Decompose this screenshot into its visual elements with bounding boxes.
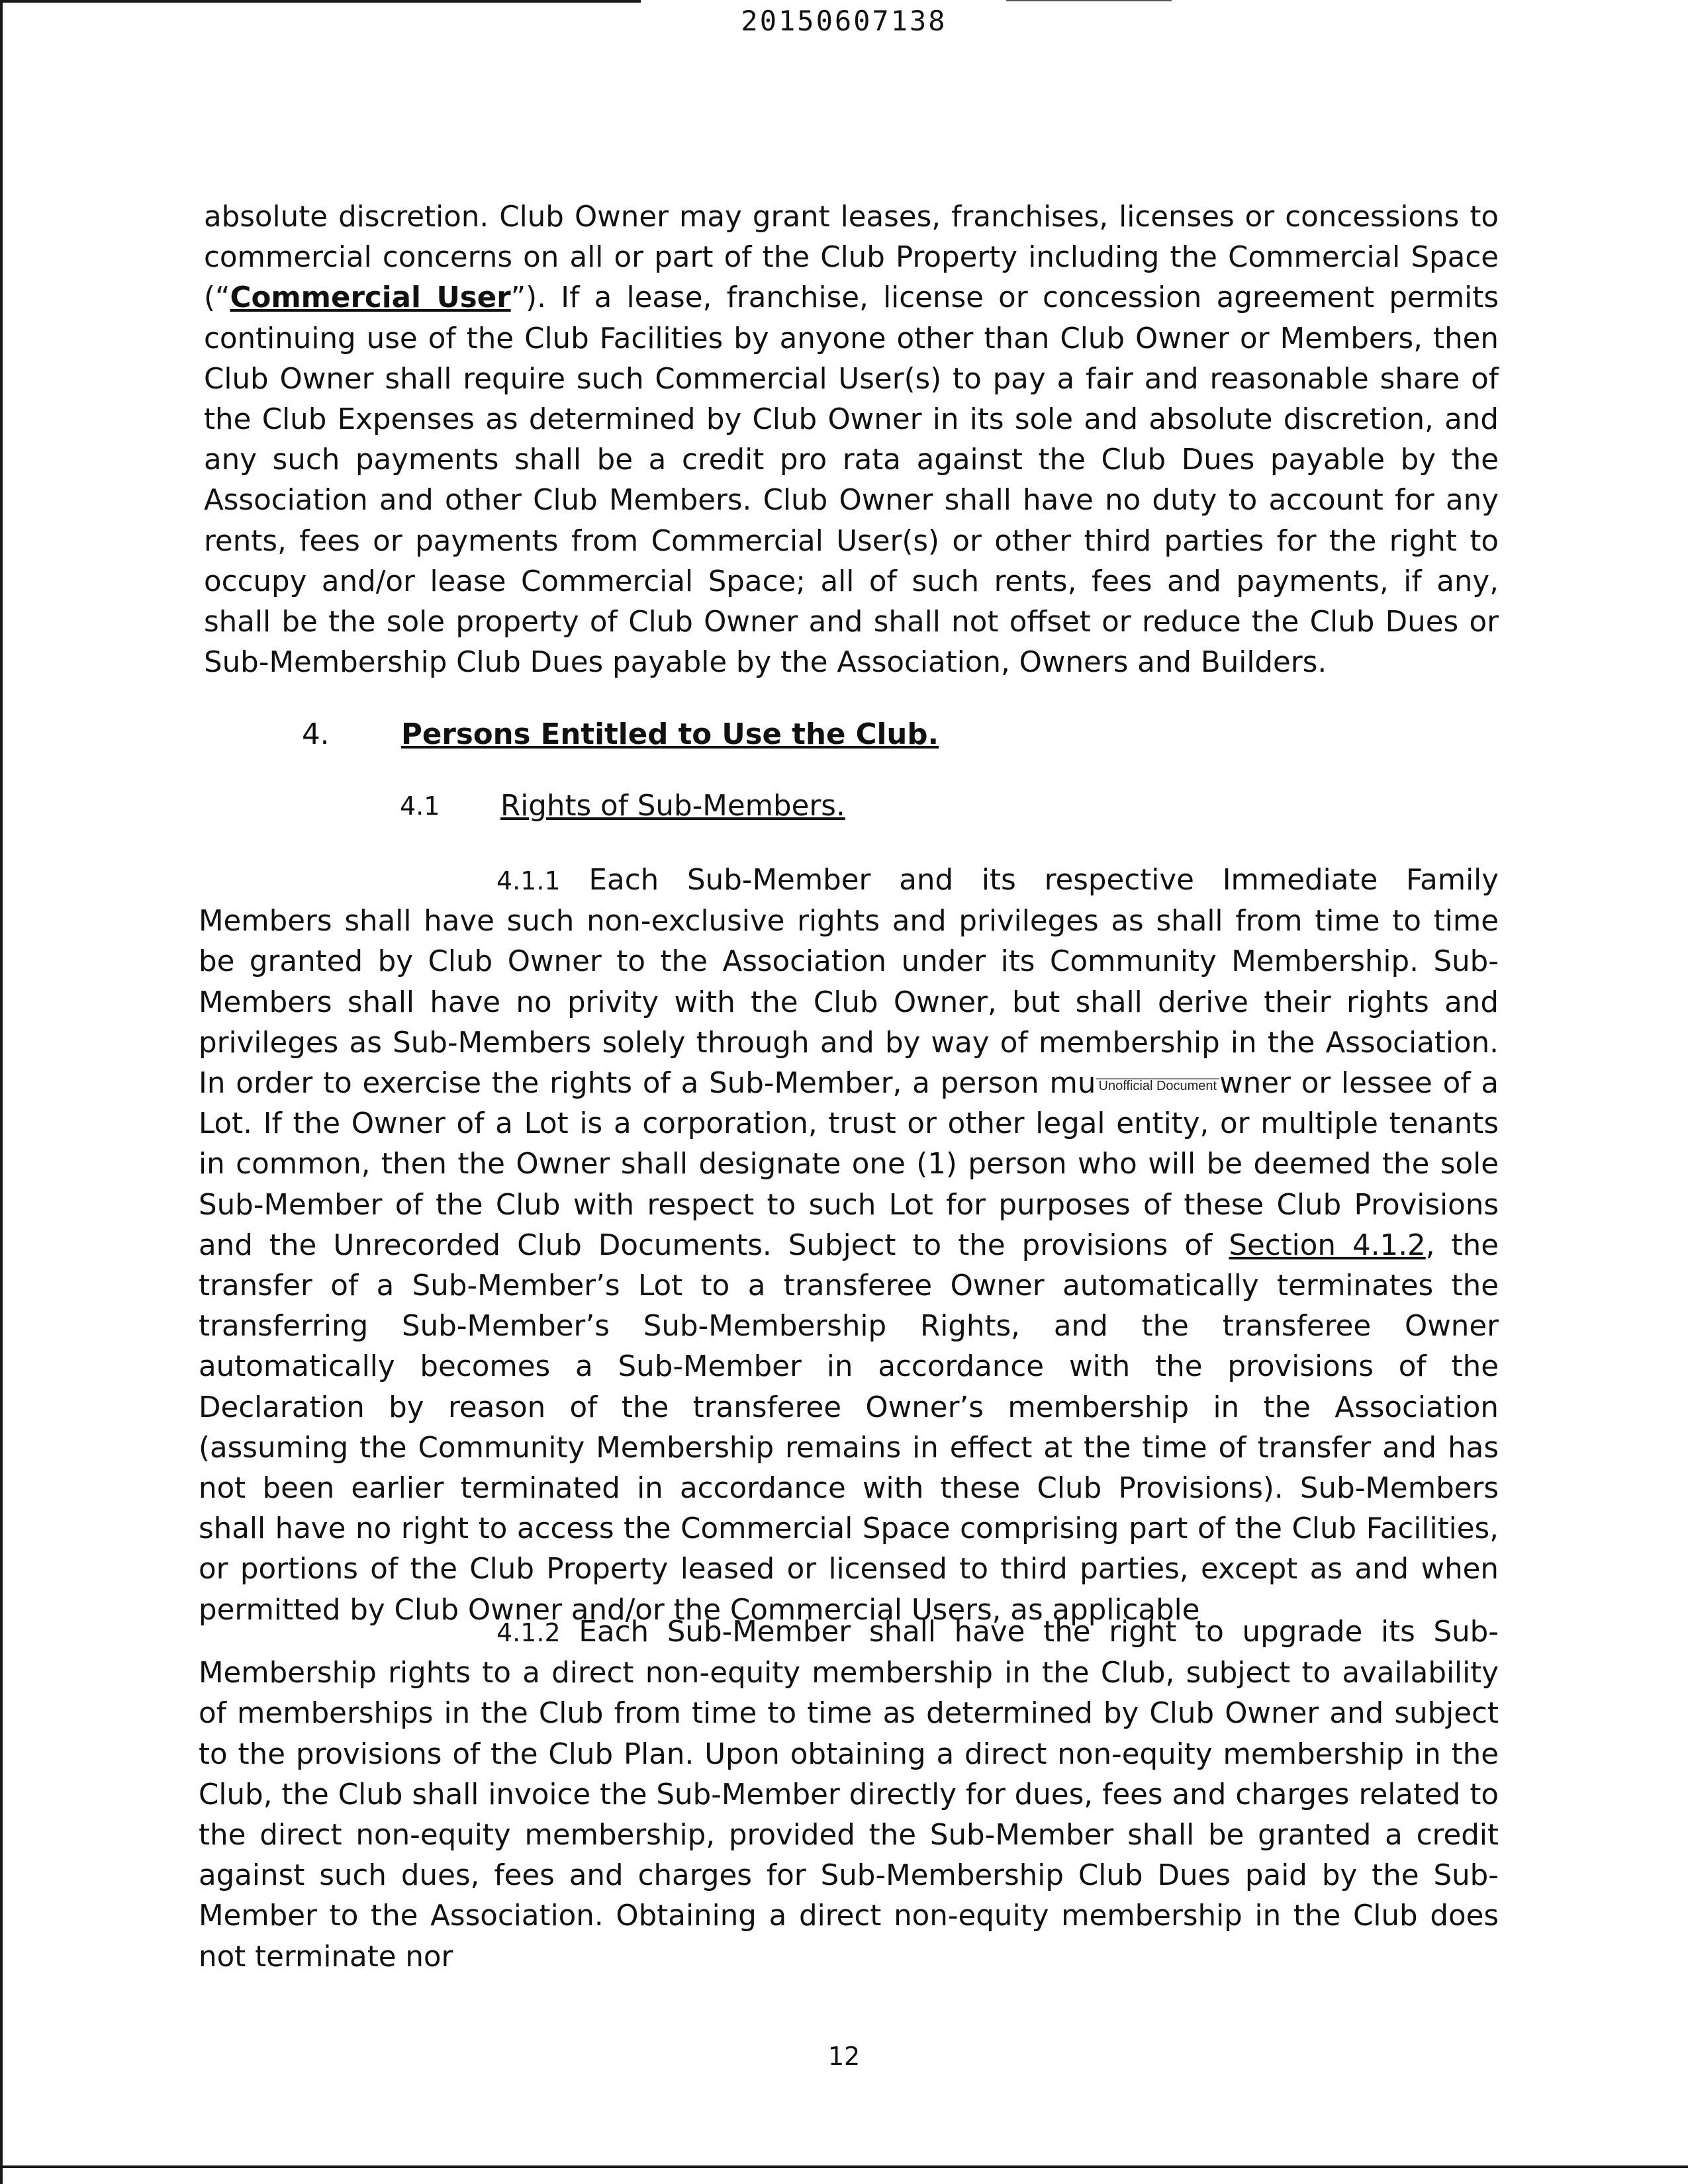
section-4-1-2-reference: Section 4.1.2 (1229, 1228, 1426, 1262)
section-4-1-1-number: 4.1.1 (496, 866, 561, 895)
scan-border-top-right (1006, 0, 1172, 1)
paragraph-text: , the transfer of a Sub-Member’s Lot to a transferee Owner automatically terminates the transferring Sub-Member’s Sub-Membership Rights, and the transferee Owner automatically becomes a Sub-Member in accordance with the provisions of the Declaration by reason of the transferee Owner’s membership in the Association (assuming the Community Membership remains in effect at the time of transfer and has not been earlier terminated in accordance with these Club Provisions). Sub-Members shall have no right to access the Commercial Space comprising part of the Club Facilities, or portions of the Club Property leased or licensed to third parties, except as and when permitted by Club Owner and/or the Commercial Users, as applicable (199, 1228, 1499, 1627)
paragraph-commercial-user (204, 197, 1499, 683)
section-4-1-2-paragraph (199, 1612, 1499, 1978)
scan-border-left (0, 0, 3, 2184)
section-4-1-2-number: 4.1.2 (496, 1618, 561, 1647)
section-4-1-title: Rights of Sub-Members. (500, 790, 845, 823)
paragraph-text: absolute discretion. Club Owner may grant leases, franchises, licenses or concessions to commercial concerns on all or part of the Club Property including the Commercial Space (“ (204, 201, 1499, 315)
unofficial-document-watermark: Unofficial Document (1096, 1078, 1220, 1093)
section-4-number: 4. (302, 718, 330, 751)
paragraph-text: wner or lessee of a Lot. If the Owner of a Lot is a corporation, trust or other legal entity, or multiple tenants in common, then the Owner shall designate one (1) person who will be deemed the sole Sub-Member of the Club with respect to such Lot for purposes of these Club Provisions and the Unrecorded Club Documents. Subject to the provisions of (199, 1067, 1499, 1262)
section-4-1-number: 4.1 (400, 792, 440, 821)
section-4-title: Persons Entitled to Use the Club. (401, 718, 939, 751)
paragraph-text: ”). If a lease, franchise, license or concession agreement permits continuing use of the Club Facilities by anyone other than Club Owner or Members, then Club Owner shall require such Commercial User(s) to pay a fair and reasonable share of the Club Expenses as determined by Club Owner in its sole and absolute discretion, and any such payments shall be a credit pro rata against the Club Dues payable by the Association and other Club Members. Club Owner shall have no duty to account for any rents, fees or payments from Commercial User(s) or other third parties for the right to occupy and/or lease Commercial Space; all of such rents, fees and payments, if any, shall be the sole property of Club Owner and shall not offset or reduce the Club Dues or Sub-Membership Club Dues payable by the Association, Owners and Builders. (204, 281, 1499, 680)
document-number: 20150607138 (741, 5, 947, 37)
page-number: 12 (827, 2042, 861, 2071)
paragraph-text: Each Sub-Member shall have the right to upgrade its Sub-Membership rights to a direct non-equity membership in the Club, subject to availability of memberships in the Club from time to time as determined by Club Owner and subject to the provisions of the Club Plan. Upon obtaining a direct non-equity membership in the Club, the Club shall invoice the Sub-Member directly for dues, fees and charges related to the direct non-equity membership, provided the Sub-Member shall be granted a credit against such dues, fees and charges for Sub-Membership Club Dues paid by the Sub-Member to the Association. Obtaining a direct non-equity membership in the Club does not terminate nor (199, 1615, 1499, 1974)
paragraph-text: Each Sub-Member and its respective Immediate Family Members shall have such non-exclusive rights and privileges as shall from time to time be granted by Club Owner to the Association under its Community Membership. Sub-Members shall have no privity with the Club Owner, but shall derive their rights and privileges as Sub-Members solely through and by way of membership in the Association. In order to exercise the rights of a Sub-Member, a person mu (199, 864, 1499, 1101)
section-4-1-1-paragraph (199, 860, 1499, 1631)
scan-border-bottom (0, 2165, 1688, 2168)
defined-term-commercial-user: Commercial User (230, 281, 511, 315)
